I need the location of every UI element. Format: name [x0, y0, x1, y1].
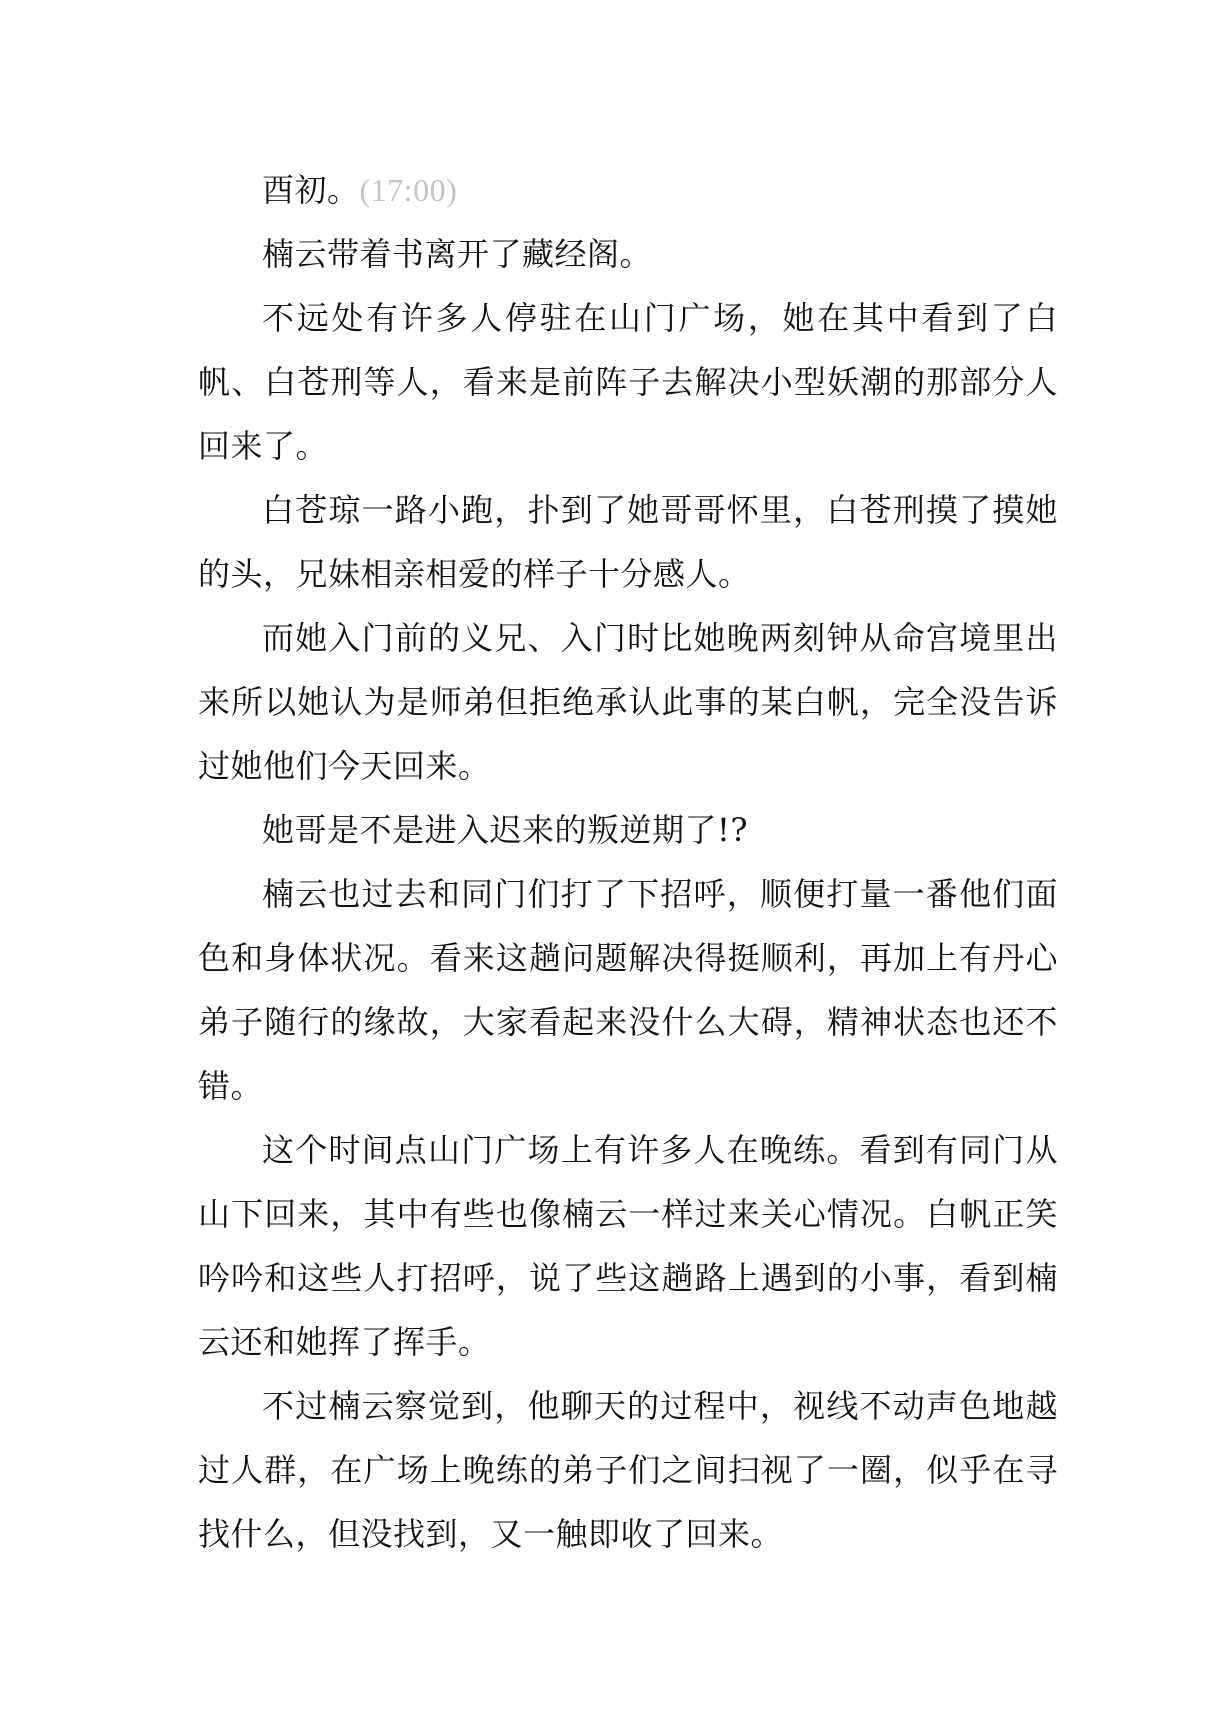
paragraph: 楠云也过去和同门们打了下招呼，顺便打量一番他们面色和身体状况。看来这趟问题解决得挺顺利，再加上有丹心弟子随行的缘故，大家看起来没什么大碍，精神状态也还不错。 [198, 875, 1058, 1105]
document-page [198, 158, 1058, 1566]
paragraph: 楠云带着书离开了藏经阁。 [262, 235, 653, 273]
paragraph: 而她入门前的义兄、入门时比她晚两刻钟从命宫境里出来所以她认为是师弟但拒绝承认此事的某白帆，完全没告诉过她他们今天回来。 [198, 619, 1058, 785]
paragraph: 白苍琼一路小跑，扑到了她哥哥怀里，白苍刑摸了摸她的头，兄妹相亲相爱的样子十分感人。 [198, 491, 1058, 593]
time-annotation: (17:00) [359, 172, 458, 208]
paragraph: 不过楠云察觉到，他聊天的过程中，视线不动声色地越过人群，在广场上晚练的弟子们之间扫视了一圈，似乎在寻找什么，但没找到，又一触即收了回来。 [198, 1387, 1058, 1553]
paragraph: 她哥是不是进入迟来的叛逆期了!? [262, 811, 749, 849]
paragraph-time-text: 酉初。 [262, 171, 360, 209]
paragraph-time [198, 158, 1058, 222]
paragraph: 这个时间点山门广场上有许多人在晚练。看到有同门从山下回来，其中有些也像楠云一样过来关心情况。白帆正笑吟吟和这些人打招呼，说了些这趟路上遇到的小事，看到楠云还和她挥了挥手。 [198, 1131, 1058, 1361]
paragraph: 不远处有许多人停驻在山门广场，她在其中看到了白帆、白苍刑等人，看来是前阵子去解决小型妖潮的那部分人回来了。 [198, 299, 1058, 465]
